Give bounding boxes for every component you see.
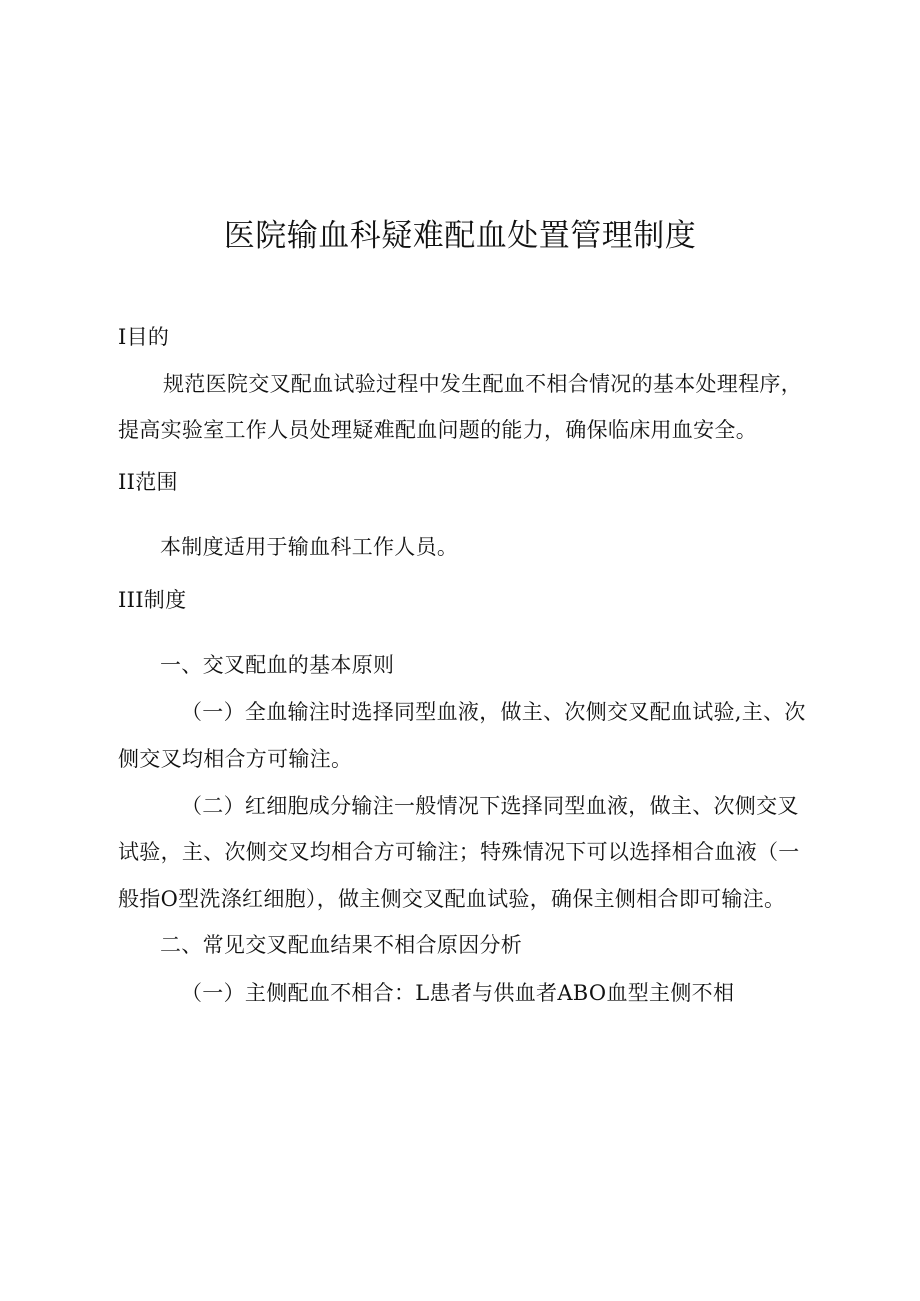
section-scope-heading: II范围: [118, 470, 178, 494]
section-purpose-heading: I目的: [118, 325, 170, 349]
policy-item1-sub2-line-2: 试验，主、次侧交叉均相合方可输注；特殊情况下可以选择相合血液（一: [118, 840, 800, 864]
document-title: 医院输血科疑难配血处置管理制度: [223, 218, 697, 254]
purpose-line-1: 规范医院交叉配血试验过程中发生配血不相合情况的基本处理程序，: [163, 372, 802, 396]
scope-line-1: 本制度适用于输血科工作人员。: [160, 535, 459, 559]
policy-item1-sub2-line-3: 般指O型洗涤红细胞），做主侧交叉配血试验，确保主侧相合即可输注。: [118, 887, 786, 911]
section-policy-heading: III制度: [118, 588, 187, 612]
policy-item1-sub1-line-2: 侧交叉均相合方可输注。: [118, 747, 353, 771]
purpose-line-2: 提高实验室工作人员处理疑难配血问题的能力，确保临床用血安全。: [118, 418, 757, 442]
policy-item1-heading: 一、交叉配血的基本原则: [160, 653, 395, 677]
policy-item2-heading: 二、常见交叉配血结果不相合原因分析: [160, 933, 523, 957]
policy-item1-sub2-line-1: （二）红细胞成分输注一般情况下选择同型血液，做主、次侧交叉: [181, 794, 799, 818]
policy-item1-sub1-line-1: （一）全血输注时选择同型血液，做主、次侧交叉配血试验,主、次: [181, 700, 806, 724]
policy-item2-sub1-line-1: （一）主侧配血不相合：L患者与供血者ABO血型主侧不相: [181, 981, 735, 1005]
